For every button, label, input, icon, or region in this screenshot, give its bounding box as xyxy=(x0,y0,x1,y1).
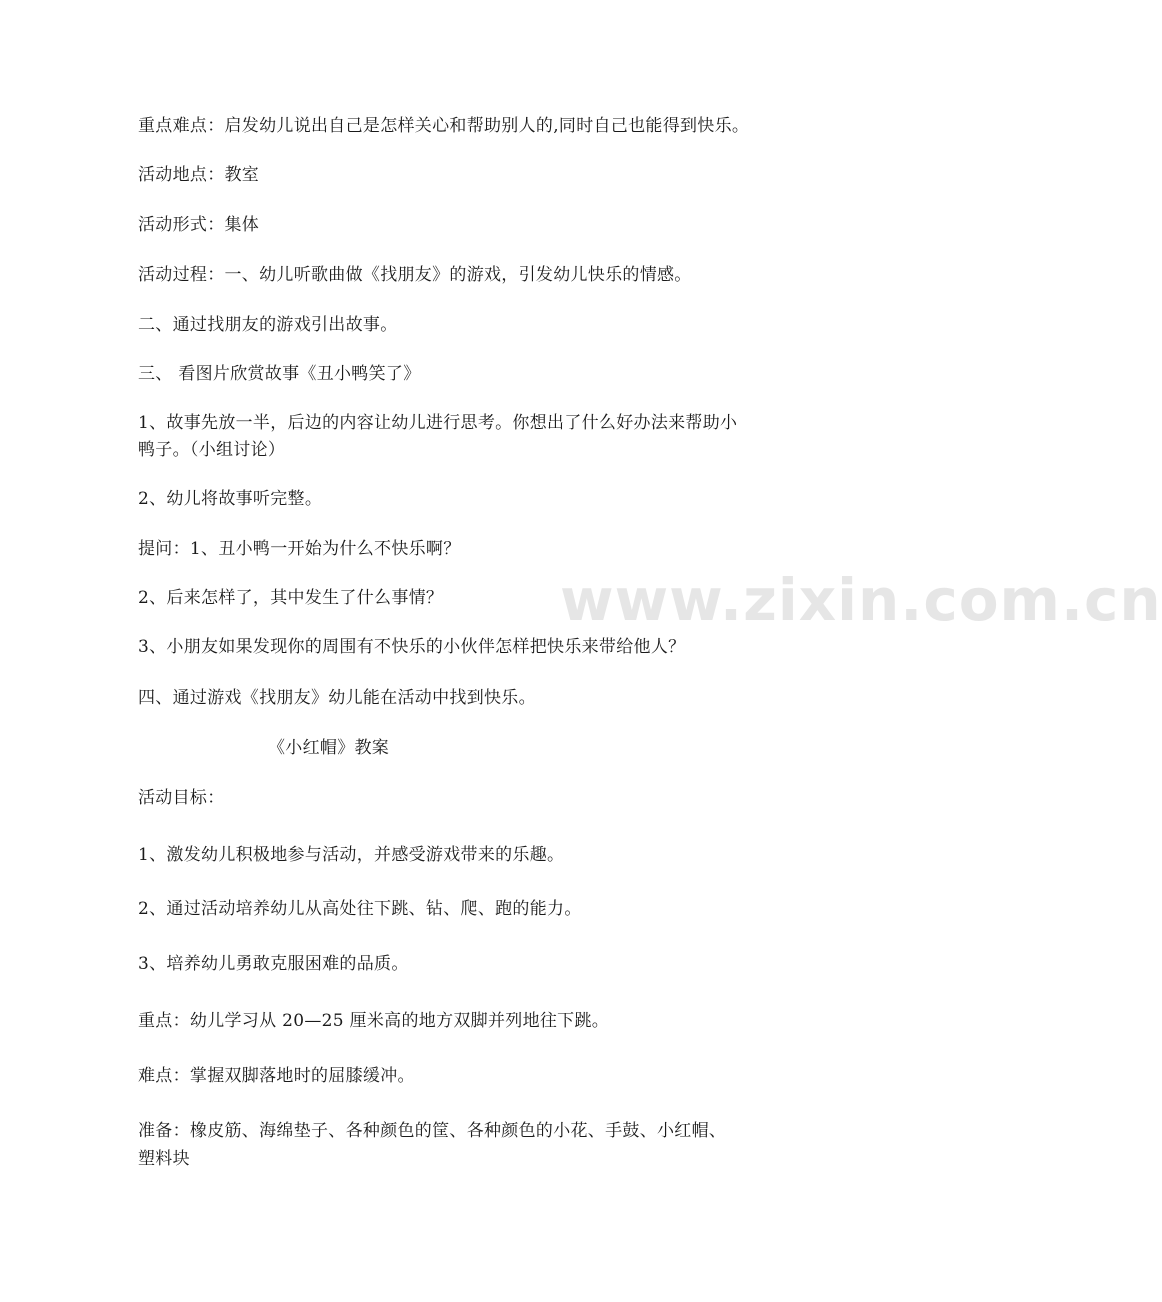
goal-two-line: 2、通过活动培养幼儿从高处往下跳、钻、爬、跑的能力。 xyxy=(138,899,582,919)
lesson-title: 《小红帽》教案 xyxy=(268,738,390,758)
step-two-line: 二、通过找朋友的游戏引出故事。 xyxy=(138,315,398,335)
difficulty-line: 难点：掌握双脚落地时的屈膝缓冲。 xyxy=(138,1066,415,1086)
watermark: www.zixin.com.cn xyxy=(560,566,1162,634)
story-complete-line: 2、幼儿将故事听完整。 xyxy=(138,489,323,509)
story-half-continued-line: 鸭子。（小组讨论） xyxy=(138,440,286,460)
key-difficulty-line: 重点难点：启发幼儿说出自己是怎样关心和帮助别人的,同时自己也能得到快乐。 xyxy=(138,116,750,136)
activity-goals-heading: 活动目标： xyxy=(138,788,225,808)
activity-process-line: 活动过程：一、幼儿听歌曲做《找朋友》的游戏，引发幼儿快乐的情感。 xyxy=(138,265,692,285)
activity-location-line: 活动地点：教室 xyxy=(138,165,260,185)
step-three-line: 三、 看图片欣赏故事《丑小鸭笑了》 xyxy=(138,364,421,384)
question-three-line: 3、小朋友如果发现你的周围有不快乐的小伙伴怎样把快乐来带给他人？ xyxy=(138,637,686,657)
question-two-line: 2、后来怎样了，其中发生了什么事情？ xyxy=(138,588,444,608)
goal-one-line: 1、激发幼儿积极地参与活动，并感受游戏带来的乐趣。 xyxy=(138,845,565,865)
activity-form-line: 活动形式：集体 xyxy=(138,215,260,235)
step-four-line: 四、通过游戏《找朋友》幼儿能在活动中找到快乐。 xyxy=(138,688,536,708)
preparation-line: 准备：橡皮筋、海绵垫子、各种颜色的筐、各种颜色的小花、手鼓、小红帽、 xyxy=(138,1121,727,1141)
key-point-line: 重点：幼儿学习从 20—25 厘米高的地方双脚并列地往下跳。 xyxy=(138,1011,610,1031)
goal-three-line: 3、培养幼儿勇敢克服困难的品质。 xyxy=(138,954,409,974)
story-half-line: 1、故事先放一半，后边的内容让幼儿进行思考。你想出了什么好办法来帮助小 xyxy=(138,413,738,433)
preparation-continued-line: 塑料块 xyxy=(138,1149,190,1169)
question-one-line: 提问：1、丑小鸭一开始为什么不快乐啊？ xyxy=(138,539,461,559)
